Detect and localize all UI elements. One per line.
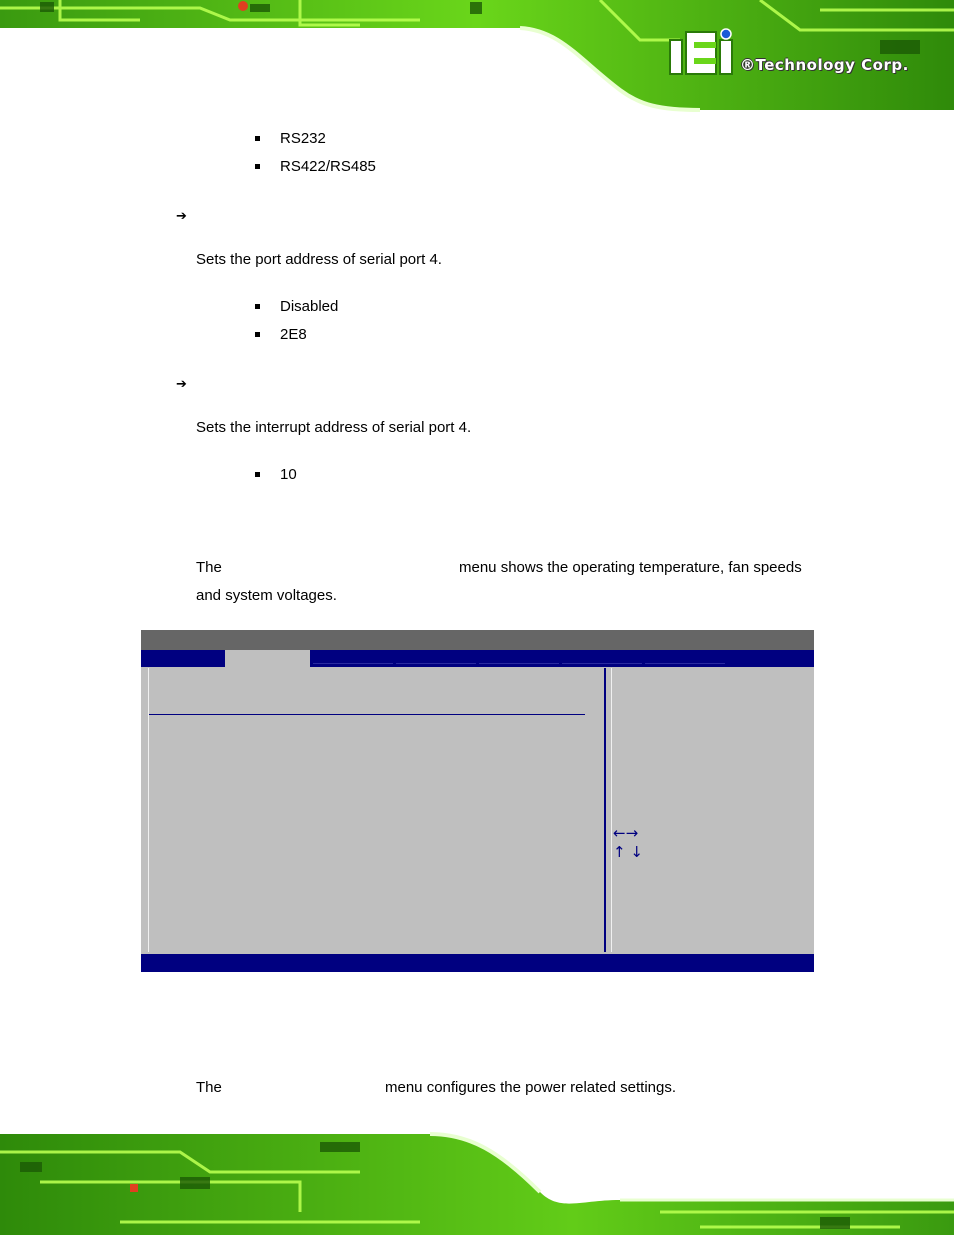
option-item: 10 bbox=[280, 466, 297, 483]
list-item: RS232 bbox=[280, 130, 326, 147]
intro-text-start: The bbox=[196, 1079, 222, 1096]
list-item: RS422/RS485 bbox=[280, 158, 376, 175]
bullet-icon bbox=[255, 136, 260, 141]
bios-title-bar bbox=[141, 630, 814, 650]
bios-section-separator bbox=[149, 714, 585, 715]
bios-tab-underline bbox=[562, 663, 642, 664]
bios-status-bar bbox=[141, 954, 814, 972]
bios-help-border bbox=[611, 668, 612, 952]
bios-active-tab bbox=[225, 650, 310, 667]
page-header-banner bbox=[0, 0, 954, 112]
section-description: Sets the interrupt address of serial port 4. bbox=[196, 419, 472, 436]
page-footer-banner bbox=[0, 1122, 954, 1235]
intro-text-line2: and system voltages. bbox=[196, 587, 337, 604]
iei-logo-mark-icon bbox=[668, 28, 736, 76]
section-description: Sets the port address of serial port 4. bbox=[196, 251, 442, 268]
intro-text-end: menu shows the operating temperature, fan speeds bbox=[459, 559, 802, 576]
logo-company-text: ®Technology Corp. bbox=[740, 56, 909, 74]
section-arrow-icon: ➔ bbox=[176, 209, 187, 224]
option-item: 2E8 bbox=[280, 326, 307, 343]
bios-tab-underline bbox=[396, 663, 476, 664]
intro-text-end: menu configures the power related settings. bbox=[385, 1079, 676, 1096]
intro-text-start: The bbox=[196, 559, 222, 576]
bios-tab-underline bbox=[645, 663, 725, 664]
bios-screenshot bbox=[141, 630, 814, 972]
bios-navigation-keys bbox=[613, 824, 643, 862]
bios-panel-divider bbox=[604, 668, 606, 952]
option-item: Disabled bbox=[280, 298, 339, 315]
up-down-arrows-icon: ↑ ↓ bbox=[613, 843, 643, 861]
iei-logo bbox=[668, 24, 938, 84]
left-right-arrows-icon: ←→ bbox=[613, 824, 639, 842]
section-arrow-icon: ➔ bbox=[176, 377, 187, 392]
bios-tab-underline bbox=[313, 663, 393, 664]
bios-tab-underline bbox=[479, 663, 559, 664]
bullet-icon bbox=[255, 304, 260, 309]
bullet-icon bbox=[255, 472, 260, 477]
bios-left-border bbox=[148, 668, 149, 952]
bullet-icon bbox=[255, 164, 260, 169]
circuit-board-footer-graphic bbox=[0, 1122, 954, 1235]
bullet-icon bbox=[255, 332, 260, 337]
